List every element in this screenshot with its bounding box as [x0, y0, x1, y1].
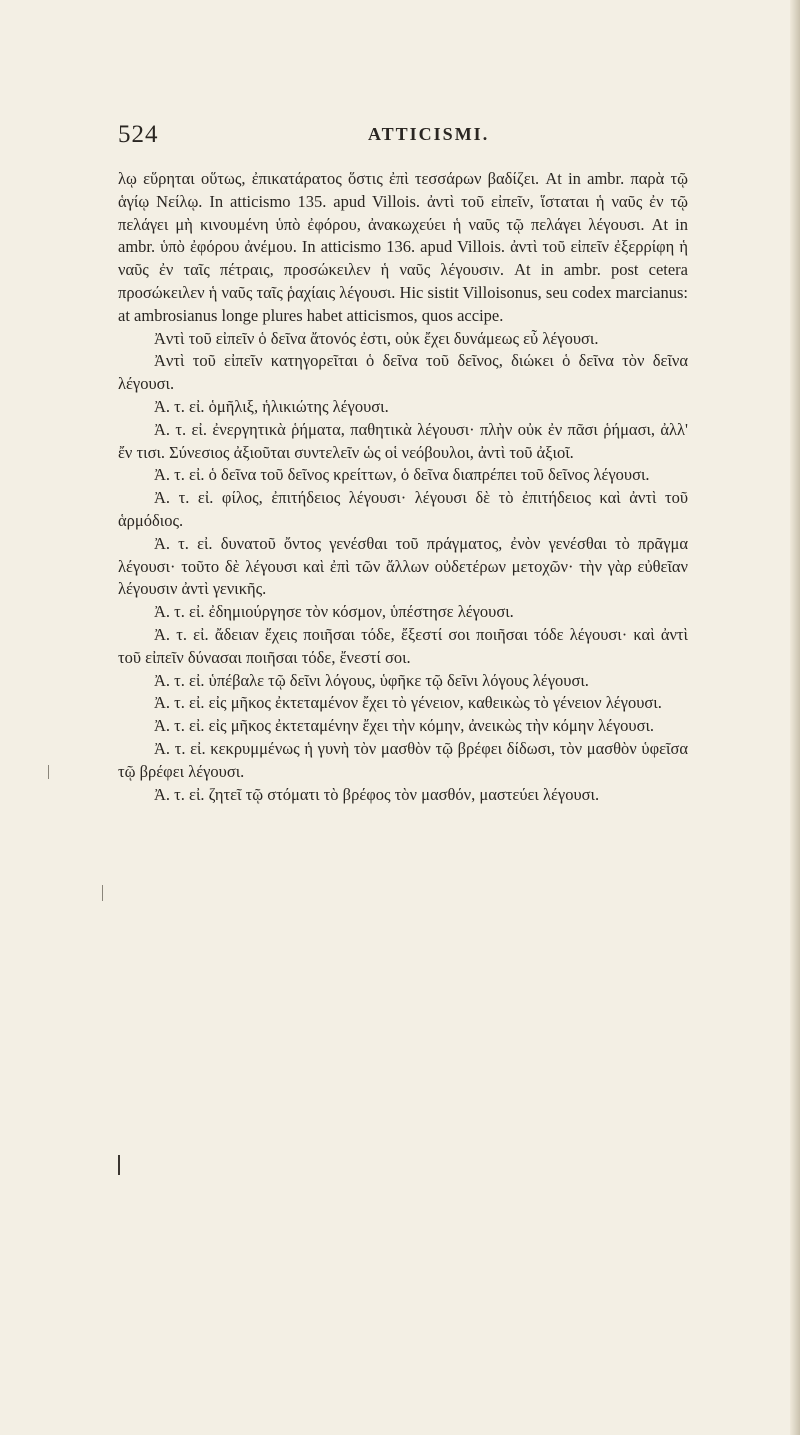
atticism-entry: Ἀ. τ. εἰ. κεκρυμμένως ἡ γυνὴ τὸν μασθὸν τῷ βρέφει δίδωσι, τὸν μασθὸν ὑφεῖσα τῷ βρέφει λέγουσι.: [118, 738, 688, 781]
atticism-entry: Ἀ. τ. εἰ. ἐδημιούργησε τὸν κόσμον, ὑπέστησε λέγουσι.: [154, 602, 514, 622]
page-header: [118, 121, 678, 151]
atticism-entry: Ἀ. τ. εἰ. ὁμῆλιξ, ἡλικιώτης λέγουσι.: [154, 396, 389, 416]
atticism-entry: Ἀ. τ. εἰ. ὑπέβαλε τῷ δεῖνι λόγους, ὑφῆκε τῷ δεῖνι λόγους λέγουσι.: [154, 670, 589, 690]
ink-mark: [118, 1155, 120, 1175]
atticism-entry: Ἀντὶ τοῦ εἰπεῖν κατηγορεῖται ὁ δεῖνα τοῦ δεῖνος, διώκει ὁ δεῖνα τὸν δεῖνα λέγουσι.: [118, 351, 688, 394]
atticism-entry: Ἀ. τ. εἰ. εἰς μῆκος ἐκτεταμένην ἔχει τὴν κόμην, ἀνεικὼς τὴν κόμην λέγουσι.: [154, 716, 655, 736]
page-binding-edge: [790, 0, 800, 1435]
atticism-entry: Ἀ. τ. εἰ. ὁ δεῖνα τοῦ δεῖνος κρείττων, ὁ δεῖνα διαπρέπει τοῦ δεῖνος λέγουσι.: [154, 465, 650, 485]
atticism-entry: Ἀ. τ. εἰ. εἰς μῆκος ἐκτεταμένον ἔχει τὸ γένειον, καθεικὼς τὸ γένειον λέγουσι.: [154, 693, 662, 713]
atticism-entry: Ἀ. τ. εἰ. ἐνεργητικὰ ῥήματα, παθητικὰ λέγουσι· πλὴν οὐκ ἐν πᾶσι ῥήμασι, ἀλλ' ἔν τισι. Σύνεσιος ἀξιοῦται συντελεῖν ὡς οἱ νεόβουλοι, ἀντὶ τοῦ ἀξιοῖ.: [118, 419, 688, 462]
margin-mark: [48, 765, 49, 779]
margin-mark: [102, 885, 103, 901]
atticism-entry: Ἀ. τ. εἰ. δυνατοῦ ὄντος γενέσθαι τοῦ πράγματος, ἐνὸν γενέσθαι τὸ πρᾶγμα λέγουσι· τοῦτο δὲ λέγουσι καὶ ἐπὶ τῶν ἄλλων οὐδετέρων μετοχῶν· τὴν γὰρ εὐθεῖαν λέγουσιν ἀντὶ γενικῆς.: [118, 533, 688, 599]
atticism-entry: Ἀντὶ τοῦ εἰπεῖν ὁ δεῖνα ἄτονός ἐστι, οὐκ ἔχει δυνάμεως εὖ λέγουσι.: [154, 328, 599, 348]
atticism-entry: Ἀ. τ. εἰ. φίλος, ἐπιτήδειος λέγουσι· λέγουσι δὲ τὸ ἐπιτήδειος καὶ ἀντὶ τοῦ ἁρμόδιος.: [118, 488, 688, 530]
atticism-entry: Ἀ. τ. εἰ. ζητεῖ τῷ στόματι τὸ βρέφος τὸν μασθόν, μαστεύει λέγουσι.: [154, 784, 600, 804]
running-head: ATTICISMI.: [368, 124, 490, 144]
atticism-entry: Ἀ. τ. εἰ. ἄδειαν ἔχεις ποιῆσαι τόδε, ἔξεστί σοι ποιῆσαι τόδε λέγουσι· καὶ ἀντὶ τοῦ εἰπεῖν δύνασαι ποιῆσαι τόδε, ἔνεστί σοι.: [118, 624, 688, 667]
paragraph-continuation: λῳ εὕρηται οὕτως, ἐπικατάρατος ὅστις ἐπὶ τεσσάρων βαδίζει. At in ambr. παρὰ τῷ ἁγίῳ Νείλῳ. In atticismo 135. apud Villois. ἀντὶ τοῦ εἰπεῖν, ἵσταται ἡ ναῦς ἐν τῷ πελάγει μὴ κινουμένη ὑπὸ ἐφόρου, ἀνακωχεύει ἡ ναῦς τῷ πελάγει λέγουσι. At in ambr. ὑπὸ ἐφόρου ἀνέμου. In atticismo 136. apud Villois. ἀντὶ τοῦ εἰπεῖν ἐξερρίφη ἡ ναῦς ἐν ταῖς πέτραις, προσώκειλεν ἡ ναῦς λέγουσιν. At in ambr. post cetera προσώκειλεν ἡ ναῦς ταῖς ῥαχίαις λέγουσι. Hic sistit Villoisonus, seu codex marcianus: at ambrosianus longe plures habet atticismos, quos accipe.: [118, 169, 688, 325]
page-number: 524: [118, 121, 159, 148]
body-text: [118, 168, 688, 806]
